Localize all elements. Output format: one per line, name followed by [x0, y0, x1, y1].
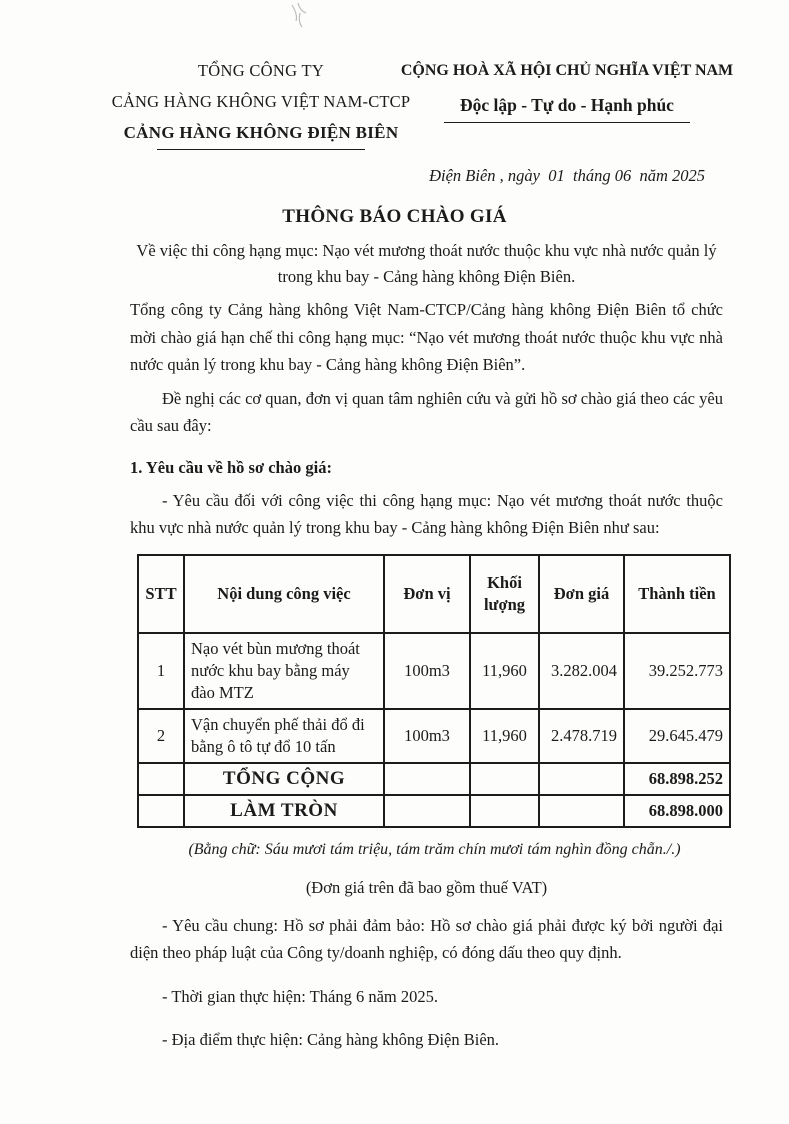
cell-unit: 100m3: [384, 709, 470, 763]
table-header-row: [138, 555, 730, 633]
cell-stt: 1: [138, 633, 184, 709]
table-row: [138, 633, 730, 709]
request-paragraph: Đề nghị các cơ quan, đơn vị quan tâm nghiên cứu và gửi hồ sơ chào giá theo các yêu cầu sau đây:: [130, 388, 723, 435]
intro-paragraph: Tổng công ty Cảng hàng không Việt Nam-CTCP/Cảng hàng không Điện Biên tổ chức mời chào giá hạn chế thi công hạng mục: “Nạo vét mương thoát nước thuộc khu vực nhà nước quản lý trong khu bay - Cảng hàng không Điện Biên”.: [130, 300, 723, 374]
dateline: Điện Biên , ngày 01 tháng 06 năm 2025: [429, 166, 705, 185]
org-name-line-2: CẢNG HÀNG KHÔNG VIỆT NAM-CTCP: [111, 92, 411, 111]
total-amount: 68.898.252: [624, 763, 730, 795]
org-underline: [157, 149, 365, 150]
header-cell-unit: Đơn vị: [384, 555, 470, 633]
rounded-amount: 68.898.000: [624, 795, 730, 827]
cell-unit: 100m3: [384, 633, 470, 709]
cell-empty: [539, 763, 624, 795]
rounded-row: [138, 795, 730, 827]
requirement-item: - Thời gian thực hiện: Tháng 6 năm 2025.: [162, 986, 438, 1006]
cell-empty: [138, 795, 184, 827]
cell-content: Vận chuyển phế thải đổ đi bằng ô tô tự đổ 10 tấn: [184, 709, 384, 763]
cell-quantity: 11,960: [470, 709, 539, 763]
requirement-item: - Yêu cầu chung: Hồ sơ phải đảm bảo: Hồ sơ chào giá phải được ký bởi người đại diện theo pháp luật của Công ty/doanh nghiệp, có đóng dấu theo quy định.: [130, 915, 723, 962]
cost-table: [137, 554, 731, 828]
header-cell-amount: Thành tiền: [624, 555, 730, 633]
org-name-line-3: CẢNG HÀNG KHÔNG ĐIỆN BIÊN: [123, 123, 399, 142]
document-header: [0, 56, 789, 156]
header-cell-unit-price: Đơn giá: [539, 555, 624, 633]
cell-empty: [539, 795, 624, 827]
vat-note: (Đơn giá trên đã bao gồm thuế VAT): [305, 877, 548, 897]
section1-lead: - Yêu cầu đối với công việc thi công hạng mục: Nạo vét mương thoát nước thuộc khu vực nhà nước quản lý trong khu bay - Cảng hàng không Điện Biên như sau:: [130, 490, 723, 537]
cell-unit-price: 2.478.719: [539, 709, 624, 763]
motto-underline: [444, 122, 690, 123]
rounded-label: LÀM TRÒN: [184, 795, 384, 827]
cell-empty: [470, 795, 539, 827]
requirement-item: - Địa điểm thực hiện: Cảng hàng không Điện Biên.: [162, 1030, 500, 1049]
cell-unit-price: 3.282.004: [539, 633, 624, 709]
cell-content: Nạo vét bùn mương thoát nước khu bay bằng máy đào MTZ: [184, 633, 384, 709]
org-name-line-1: TỔNG CÔNG TY: [197, 61, 325, 80]
cell-empty: [138, 763, 184, 795]
scan-smudge: [284, 1, 318, 31]
cell-quantity: 11,960: [470, 633, 539, 709]
national-motto: Độc lập - Tự do - Hạnh phúc: [460, 95, 674, 115]
cell-amount: 29.645.479: [624, 709, 730, 763]
national-title: CỘNG HOÀ XÃ HỘI CHỦ NGHĨA VIỆT NAM: [400, 62, 734, 79]
cell-stt: 2: [138, 709, 184, 763]
amount-in-words: (Bằng chữ: Sáu mươi tám triệu, tám trăm chín mươi tám nghìn đồng chẵn./.): [188, 840, 681, 858]
cell-amount: 39.252.773: [624, 633, 730, 709]
section1-heading: 1. Yêu cầu về hồ sơ chào giá:: [130, 457, 332, 477]
document-title: THÔNG BÁO CHÀO GIÁ: [282, 206, 507, 227]
cell-empty: [384, 795, 470, 827]
document-subject: Về việc thi công hạng mục: Nạo vét mương thoát nước thuộc khu vực nhà nước quản lý trong khu bay - Cảng hàng không Điện Biên.: [136, 241, 717, 286]
total-label: TỔNG CỘNG: [184, 763, 384, 795]
header-cell-quantity: Khối lượng: [470, 555, 539, 633]
national-header-block: [396, 56, 738, 123]
issuing-org-block: [96, 56, 426, 150]
cell-empty: [384, 763, 470, 795]
total-row: [138, 763, 730, 795]
header-cell-stt: STT: [138, 555, 184, 633]
table-row: [138, 709, 730, 763]
header-cell-content: Nội dung công việc: [184, 555, 384, 633]
cell-empty: [470, 763, 539, 795]
